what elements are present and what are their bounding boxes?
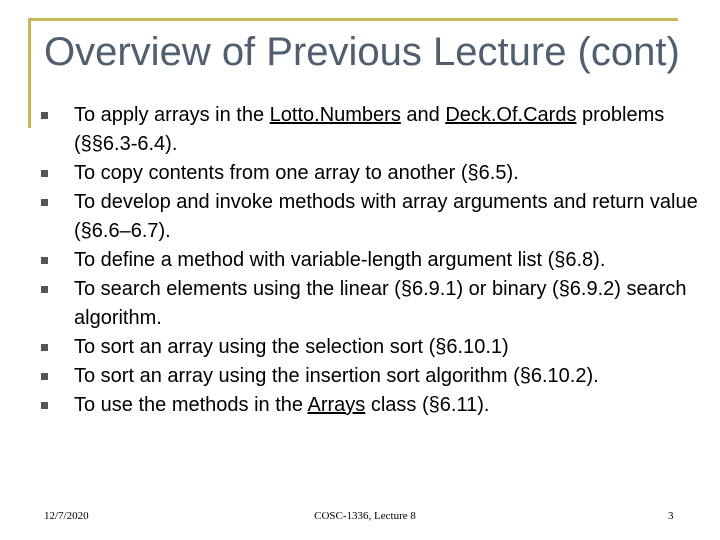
bullet-item: [34, 333, 714, 362]
bullet-text: To use the methods in the: [74, 394, 308, 416]
bullet-item: [34, 275, 714, 333]
square-bullet-icon: [41, 402, 48, 409]
bullet-underlined-text: Deck.Of.Cards: [445, 104, 577, 126]
square-bullet-icon: [41, 344, 48, 351]
bullet-item: [34, 246, 714, 275]
bullet-list: [34, 101, 714, 420]
square-bullet-icon: [41, 199, 48, 206]
footer-page-number: 3: [668, 510, 674, 522]
bullet-text: To search elements using the linear (§6.9.1) or binary (§6.9.2) search algorithm.: [74, 278, 687, 329]
bullet-item: [34, 391, 714, 420]
bullet-underlined-text: Arrays: [307, 394, 366, 416]
bullet-text: To develop and invoke methods with array arguments and return value (§6.6–6.7).: [74, 191, 698, 242]
bullet-underlined-text: Lotto.Numbers: [269, 104, 401, 126]
bullet-item: [34, 188, 714, 246]
bullet-item: [34, 362, 714, 391]
bullet-text: problems (§§6.3-6.4).: [74, 104, 665, 155]
footer-course: COSC-1336, Lecture 8: [314, 510, 416, 522]
title-frame-left: [28, 18, 31, 128]
square-bullet-icon: [41, 257, 48, 264]
bullet-item: [34, 101, 714, 159]
title-frame-top: [28, 18, 678, 21]
square-bullet-icon: [41, 286, 48, 293]
bullet-text: To copy contents from one array to another (§6.5).: [74, 162, 519, 184]
square-bullet-icon: [41, 170, 48, 177]
bullet-text: class (§6.11).: [365, 394, 490, 416]
slide-title: Overview of Previous Lecture (cont): [44, 30, 680, 74]
square-bullet-icon: [41, 112, 48, 119]
bullet-text: To sort an array using the insertion sort algorithm (§6.10.2).: [74, 365, 599, 387]
bullet-text: To sort an array using the selection sort (§6.10.1): [74, 336, 509, 358]
footer-date: 12/7/2020: [44, 510, 89, 522]
square-bullet-icon: [41, 373, 48, 380]
bullet-item: [34, 159, 714, 188]
bullet-text: To define a method with variable-length argument list (§6.8).: [74, 249, 606, 271]
bullet-text: To apply arrays in the: [74, 104, 270, 126]
bullet-text: and: [400, 104, 446, 126]
